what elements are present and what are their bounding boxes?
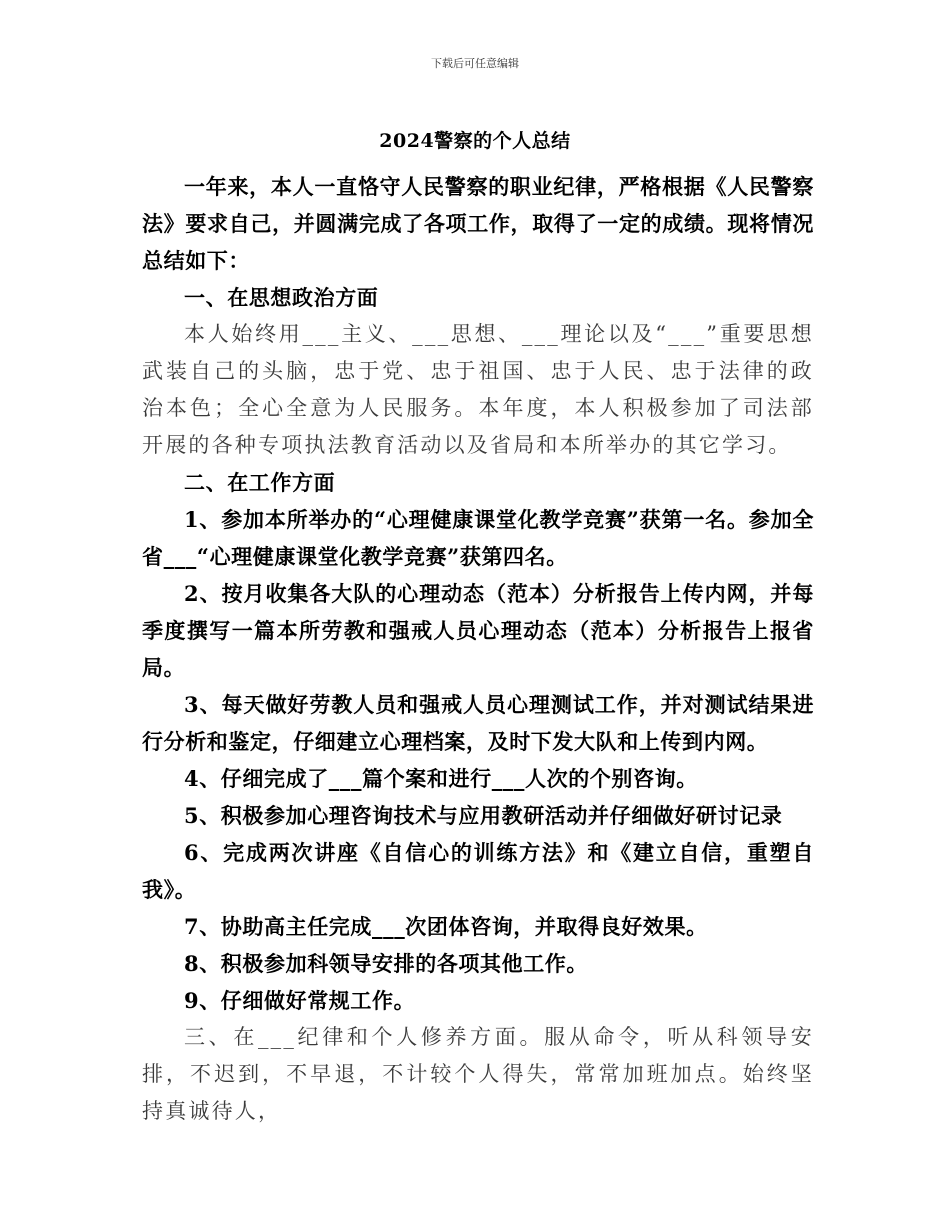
section-1-body: 本人始终用___主义、___思想、___理论以及“___”重要思想武装自己的头脑，忠于党、忠于祖国、忠于人民、忠于法律的政治本色；全心全意为人民服务。本年度，本人积极参加了司法部开展的各种专项执法教育活动以及省局和本所举办的其它学习。 xyxy=(142,322,814,457)
document-title: 2024警察的个人总结 xyxy=(379,130,571,152)
section-2-heading: 二、在工作方面 xyxy=(184,470,336,495)
work-item-5: 5、积极参加心理咨询技术与应用教研活动并仔细做好研讨记录 xyxy=(184,803,783,828)
work-item-9: 9、仔细做好常规工作。 xyxy=(184,988,416,1013)
section-1-heading: 一、在思想政治方面 xyxy=(184,285,379,310)
work-item-1: 1、参加本所举办的“心理健康课堂化教学竞赛”获第一名。参加全省___“心理健康课堂化教学竞赛”获第四名。 xyxy=(142,507,814,569)
work-item-2: 2、按月收集各大队的心理动态（范本）分析报告上传内网，并每季度撰写一篇本所劳教和强戒人员心理动态（范本）分析报告上报省局。 xyxy=(142,581,814,680)
page-header-note: 下载后可任意编辑 xyxy=(431,57,519,70)
work-item-6: 6、完成两次讲座《自信心的训练方法》和《建立自信，重塑自我》。 xyxy=(142,840,814,902)
intro-paragraph: 一年来，本人一直恪守人民警察的职业纪律，严格根据《人民警察法》要求自己，并圆满完成了各项工作，取得了一定的成绩。现将情况总结如下： xyxy=(142,174,814,273)
work-item-4: 4、仔细完成了___篇个案和进行___人次的个别咨询。 xyxy=(184,766,698,791)
work-item-7: 7、协助高主任完成___次团体咨询，并取得良好效果。 xyxy=(184,914,708,939)
work-item-8: 8、积极参加科领导安排的各项其他工作。 xyxy=(184,951,589,976)
section-3-body: 三、在___纪律和个人修养方面。服从命令，听从科领导安排，不迟到，不早退，不计较个人得失，常常加班加点。始终坚持真诚待人， xyxy=(142,1025,814,1123)
work-item-3: 3、每天做好劳教人员和强戒人员心理测试工作，并对测试结果进行分析和鉴定，仔细建立心理档案，及时下发大队和上传到内网。 xyxy=(142,692,814,754)
document-body xyxy=(142,168,814,1130)
